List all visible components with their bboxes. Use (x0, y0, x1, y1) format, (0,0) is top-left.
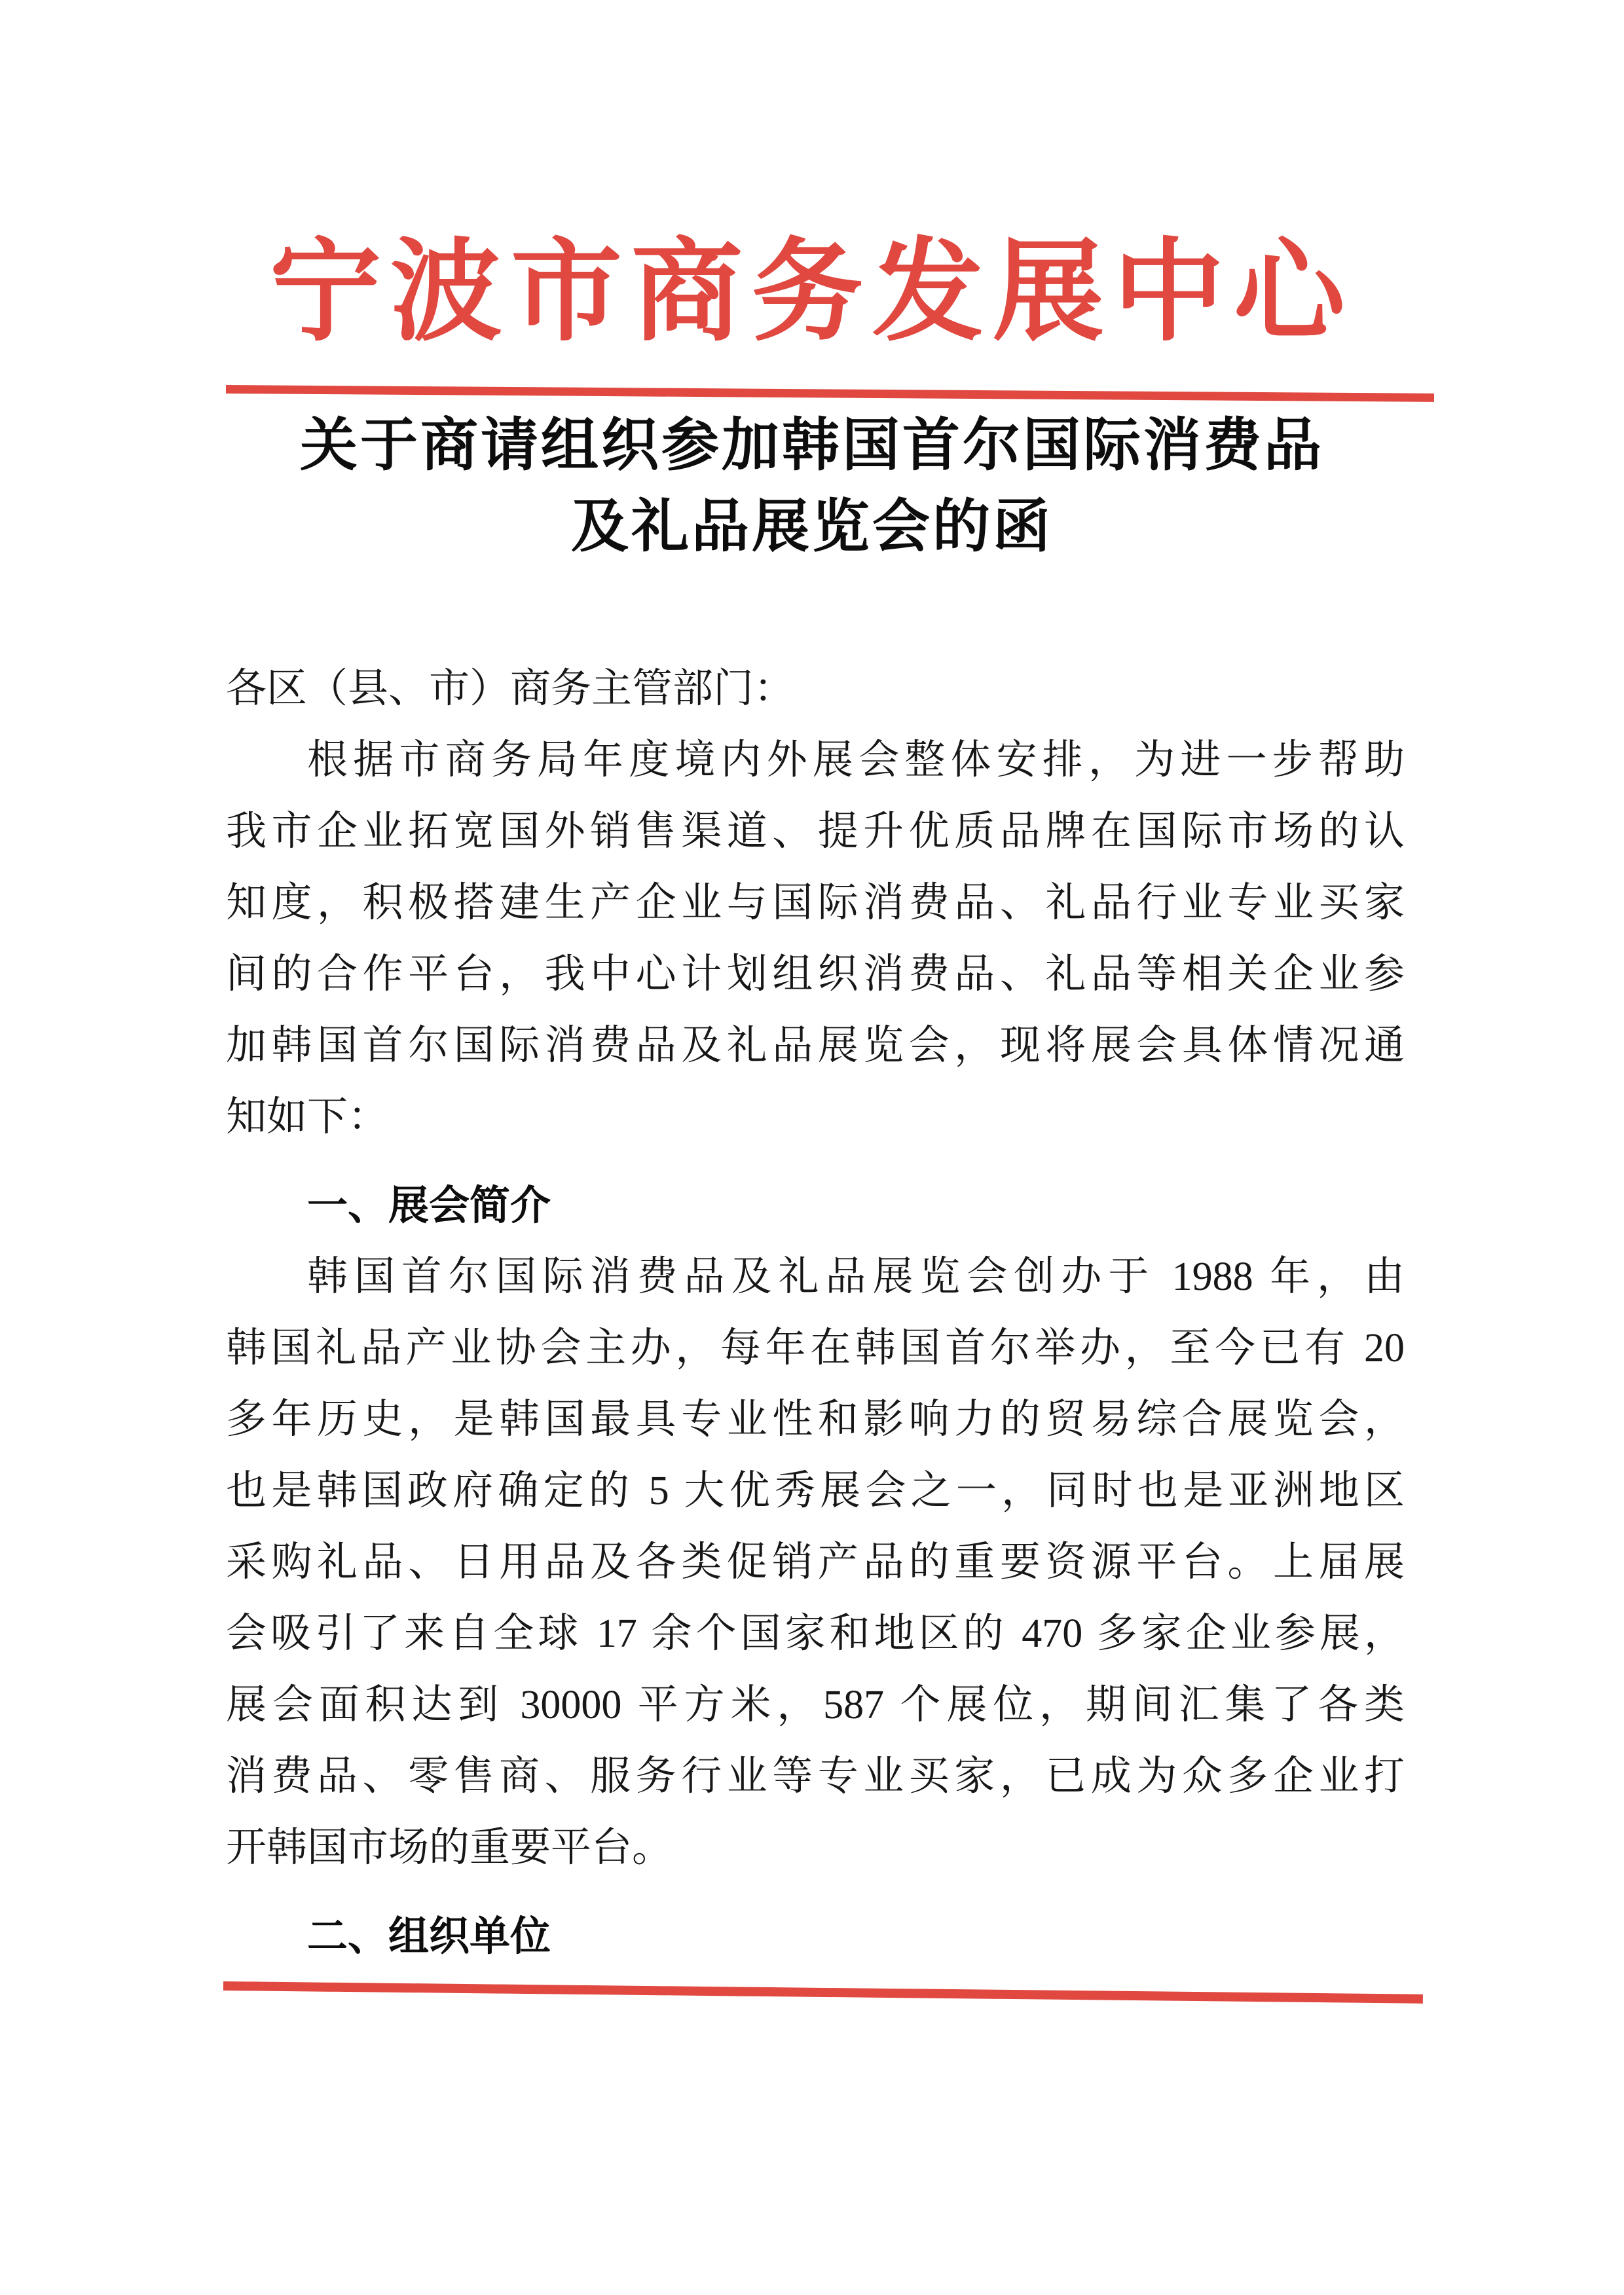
section2-heading: 二、组织单位 (307, 1914, 551, 1959)
para2-line: 展会面积达到 30000 平方米，587 个展位，期间汇集了各类 (226, 1683, 1405, 1727)
para2-line: 采购礼品、日用品及各类促销产品的重要资源平台。上届展 (226, 1540, 1405, 1585)
para2-line: 开韩国市场的重要平台。 (226, 1826, 673, 1870)
red-divider-bottom (223, 1981, 1423, 2004)
para1-line: 知如下： (226, 1095, 389, 1139)
para2-line: 会吸引了来自全球 17 余个国家和地区的 470 多家企业参展， (226, 1611, 1405, 1656)
document-title (0, 406, 1624, 568)
red-divider-top (226, 385, 1434, 402)
org-header-title: 宁波市商务发展中心 (269, 231, 1354, 354)
para1-line: 我市企业拓宽国外销售渠道、提升优质品牌在国际市场的认 (226, 809, 1405, 854)
salutation: 各区（县、市）商务主管部门： (226, 667, 795, 711)
para1-line: 根据市商务局年度境内外展会整体安排，为进一步帮助 (307, 738, 1405, 782)
document-body (226, 653, 1405, 1972)
para2-line: 消费品、零售商、服务行业等专业买家，已成为众多企业打 (226, 1754, 1405, 1799)
para1-line: 知度，积极搭建生产企业与国际消费品、礼品行业专业买家 (226, 881, 1405, 925)
para1-line: 加韩国首尔国际消费品及礼品展览会，现将展会具体情况通 (226, 1023, 1405, 1068)
document-title-line1: 关于商请组织参加韩国首尔国际消费品 (299, 414, 1324, 478)
para2-line: 也是韩国政府确定的 5 大优秀展会之一，同时也是亚洲地区 (226, 1469, 1405, 1513)
para2-line: 多年历史，是韩国最具专业性和影响力的贸易综合展览会， (226, 1397, 1405, 1442)
document-title-line2: 及礼品展览会的函 (570, 496, 1053, 559)
para1-line: 间的合作平台，我中心计划组织消费品、礼品等相关企业参 (226, 952, 1405, 997)
para2-line: 韩国礼品产业协会主办，每年在韩国首尔举办，至今已有 20 (226, 1326, 1405, 1370)
section1-heading: 一、展会简介 (307, 1183, 551, 1228)
para2-line: 韩国首尔国际消费品及礼品展览会创办于 1988 年，由 (307, 1255, 1405, 1299)
